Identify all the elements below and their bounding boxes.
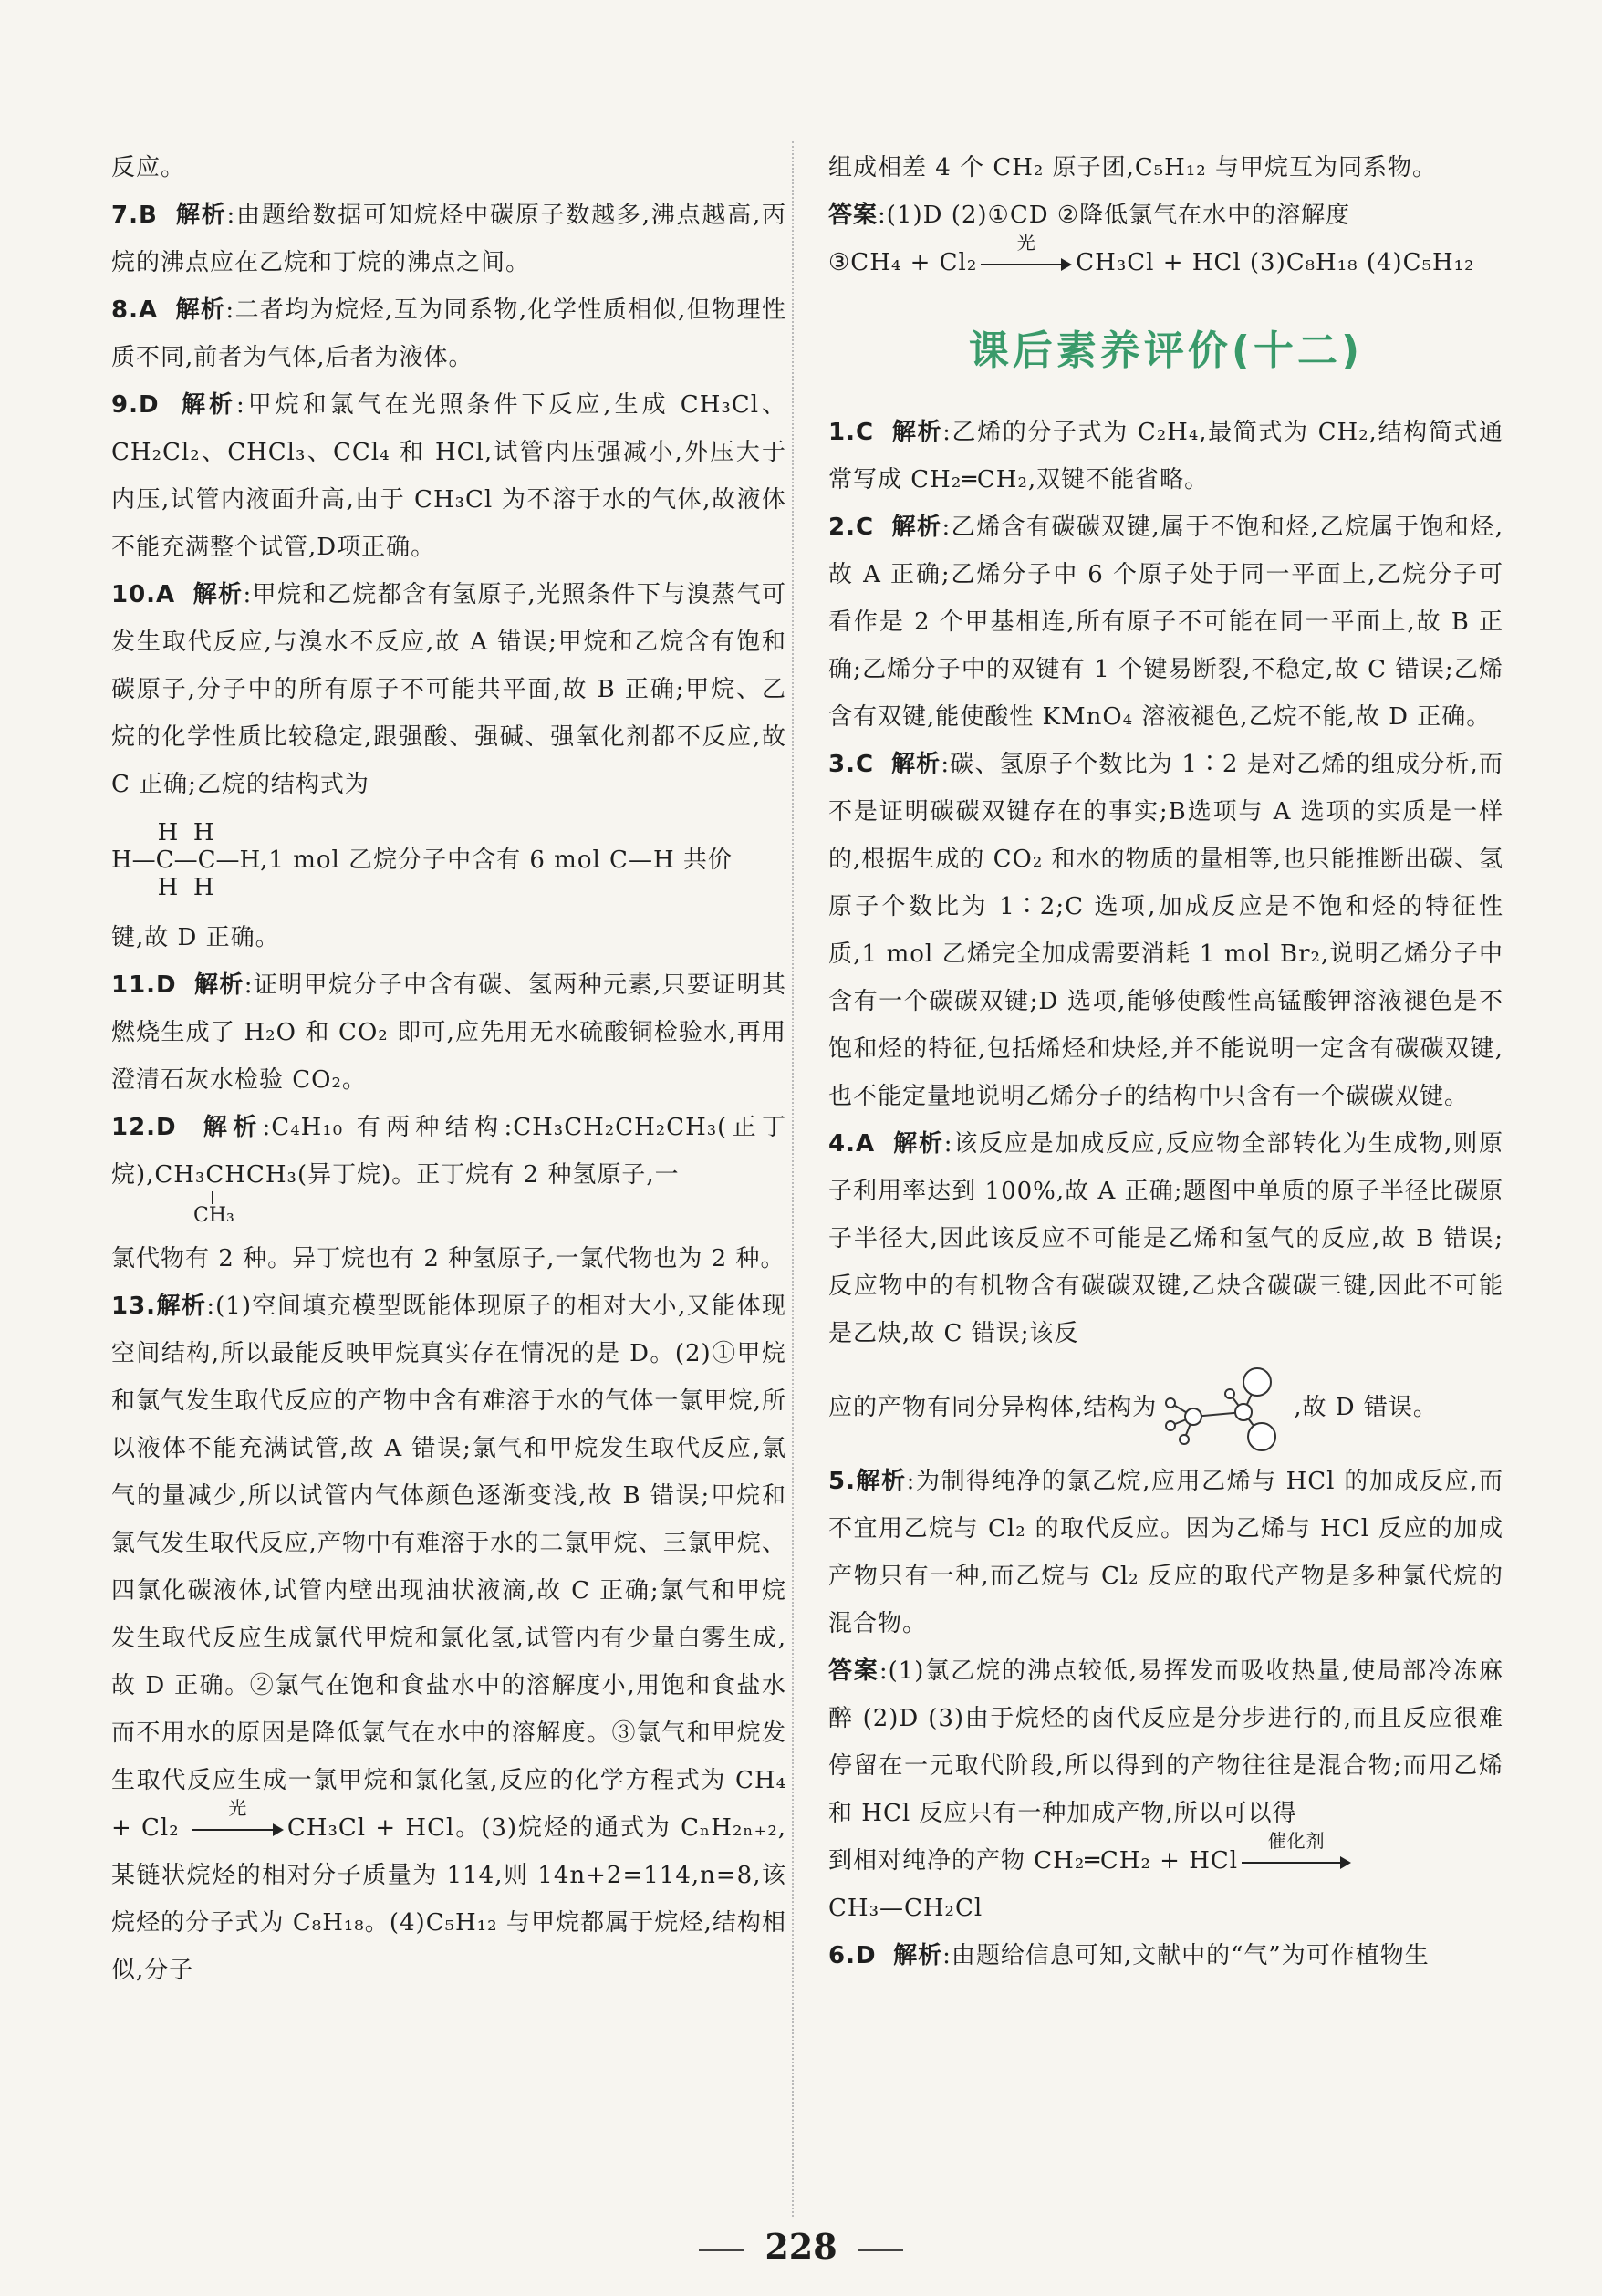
reaction-arrow bbox=[981, 232, 1072, 277]
analysis-text: :C₄H₁₀ 有两种结构:CH₃CH₂CH₂CH₃(正丁烷),CH₃CHCH₃(异丁烷)。正丁烷有 2 种氢原子,一 bbox=[111, 1114, 786, 1189]
q10-end-text: 键,故 D 正确。 bbox=[111, 924, 280, 951]
answer-text: :(1)氯乙烷的沸点较低,易挥发而吸收热量,使局部冷冻麻醉 (2)D (3)由于烷烃的卤代反应是分步进行的,而且反应很难停留在一元取代阶段,所以得到的产物往往是混合物;而用乙烯和 HCl 反应只有一种加成产物,所以可以得 bbox=[828, 1657, 1503, 1827]
analysis-text: :碳、氢原子个数比为 1∶2 是对乙烯的组成分析,而不是证明碳碳双键存在的事实;B选项与 A 选项的实质是一样的,根据生成的 CO₂ 和水的物质的量相等,也只能推断出碳、氢原子个数比为 1∶2;C 选项,加成反应是不饱和烃的特征性质,1 mol 乙烯完全加成需要消耗 1 mol Br₂,说明乙烯分子中含有一个碳碳双键;D 选项,能够使酸性高锰酸钾溶液褪色是不饱和烃的特征,包括烯烃和炔烃,并不能说明一定含有碳碳双键,也不能定量地说明乙烯分子的结构中只含有一个碳碳双键。 bbox=[828, 751, 1504, 1110]
analysis-text: :为制得纯净的氯乙烷,应用乙烯与 HCl 的加成反应,而不宜用乙烷与 Cl₂ 的取代反应。因为乙烯与 HCl 反应的加成产物只有一种,而乙烷与 Cl₂ 反应的取代产物是多种氯代烷的混合物。 bbox=[828, 1468, 1503, 1637]
analysis-label: 解析 bbox=[891, 514, 942, 541]
r4-post-text: ,故 D 错误。 bbox=[1294, 1394, 1438, 1421]
analysis-text: :甲烷和氯气在光照条件下反应,生成 CH₃Cl、CH₂Cl₂、CHCl₃、CCl₄ 和 HCl,试管内压强减小,外压大于内压,试管内液面升高,由于 CH₃Cl 为不溶于水的气体,故液体不能充满整个试管,D项正确。 bbox=[111, 391, 786, 561]
q13-end-text: HCl。(3)烷烃的通式为 CₙH₂ₙ₊₂,某链状烷烃的相对分子质量为 114,则 14n+2=114,n=8,该烷烃的分子式为 C₈H₁₈。(4)C₅H₁₂ 与甲烷都属于烷烃,结构相似,分子 bbox=[111, 1814, 787, 1984]
answer-line-2 bbox=[828, 232, 1503, 286]
r4-pre-text: 应的产物有同分异构体,结构为 bbox=[828, 1394, 1158, 1421]
intro-text: 反应。 bbox=[111, 154, 186, 182]
r5-answer bbox=[828, 1647, 1503, 1837]
struct-top: H H bbox=[157, 819, 214, 847]
item-number: 4.A bbox=[828, 1130, 876, 1158]
item-number: 7.B bbox=[111, 202, 158, 229]
analysis-label: 解析 bbox=[193, 971, 244, 999]
column-divider bbox=[792, 141, 794, 2217]
q12-end-text: 氯代物有 2 种。异丁烷也有 2 种氢原子,一氯代物也为 2 种。 bbox=[111, 1245, 785, 1273]
arrow-condition: 光 bbox=[1016, 232, 1036, 254]
footer-dash-left bbox=[699, 2249, 744, 2251]
page-footer bbox=[0, 2226, 1602, 2267]
item-number: 2.C bbox=[828, 514, 875, 541]
item-number: 8.A bbox=[111, 296, 159, 324]
equation-left: 到相对纯净的产物 CH₂═CH₂ + HCl bbox=[828, 1847, 1239, 1875]
ethane-structural-formula bbox=[111, 819, 260, 901]
answer-item-r2 bbox=[828, 504, 1503, 741]
ball-and-stick-model-icon bbox=[1157, 1362, 1294, 1453]
left-column bbox=[111, 144, 786, 1994]
analysis-label: 解析 bbox=[893, 1942, 943, 1969]
answer-item-8 bbox=[111, 286, 786, 381]
answer-item-13 bbox=[111, 1283, 786, 1994]
arrow-condition: 光 bbox=[228, 1797, 248, 1819]
footer-dash-right bbox=[858, 2249, 903, 2251]
answer-item-11 bbox=[111, 961, 786, 1104]
analysis-text: :乙烯含有碳碳双键,属于不饱和烃,乙烷属于饱和烃,故 A 正确;乙烯分子中 6 个原子处于同一平面上,乙烷分子可看作是 2 个甲基相连,所有原子不可能在同一平面上,故 B 正确;乙烯分子中的双键有 1 个键易断裂,不稳定,故 C 错误;乙烯含有双键,能使酸性 KMnO₄ 溶液褪色,乙烷不能,故 D 正确。 bbox=[828, 514, 1503, 731]
analysis-label: 解析 bbox=[890, 751, 941, 778]
equation-right: CH₃Cl + HCl (3)C₈H₁₈ (4)C₅H₁₂ bbox=[1076, 249, 1475, 276]
item-number: 13. bbox=[111, 1293, 157, 1320]
answer-item-7 bbox=[111, 192, 786, 286]
answer-item-r5 bbox=[828, 1458, 1503, 1647]
item-number: 3.C bbox=[828, 751, 875, 778]
analysis-label: 解析 bbox=[893, 1130, 944, 1158]
analysis-text: :二者均为烷烃,互为同系物,化学性质相似,但物理性质不同,前者为气体,后者为液体。 bbox=[111, 296, 786, 371]
answer-item-12 bbox=[111, 1104, 786, 1199]
equation-product: CH₃—CH₂Cl bbox=[828, 1895, 983, 1922]
analysis-text: :该反应是加成反应,反应物全部转化为生成物,则原子利用率达到 100%,故 A 正确;题图中单质的原子半径比碳原子半径大,因此该反应不可能是乙烯和氢气的反应,故 B 错误;反应物中的有机物含有碳碳双键,乙炔含碳碳三键,因此不可能是乙炔,故 C 错误;该反 bbox=[828, 1130, 1503, 1347]
answer-text: :(1)D (2)①CD ②降低氯气在水中的溶解度 bbox=[878, 202, 1351, 229]
answer-item-9 bbox=[111, 381, 786, 571]
equation-product: CH₃Cl + bbox=[286, 1814, 397, 1842]
analysis-label: 解析 bbox=[891, 419, 943, 446]
answer-item-r3 bbox=[828, 741, 1503, 1120]
item-number: 11.D bbox=[111, 971, 177, 999]
answer-label: 答案 bbox=[828, 202, 879, 229]
answer-item-10 bbox=[111, 571, 786, 808]
branch-label: CH₃ bbox=[193, 1204, 234, 1227]
analysis-label: 解析 bbox=[175, 296, 226, 324]
reaction-arrow bbox=[1242, 1830, 1351, 1875]
analysis-text: :由题给信息可知,文献中的“气”为可作植物生 bbox=[942, 1942, 1430, 1969]
item-number: 6.D bbox=[828, 1942, 877, 1969]
analysis-label: 解析 bbox=[182, 391, 236, 419]
answer-item-r1 bbox=[828, 409, 1503, 504]
analysis-text: :乙烯的分子式为 C₂H₄,最简式为 CH₂,结构简式通常写成 CH₂═CH₂,双键不能省略。 bbox=[828, 419, 1503, 493]
answer-label: 答案 bbox=[828, 1657, 879, 1685]
item-number: 9.D bbox=[111, 391, 160, 419]
equation-left: ③CH₄ + Cl₂ bbox=[828, 249, 978, 276]
analysis-label: 解析 bbox=[203, 1114, 263, 1141]
analysis-label: 解析 bbox=[156, 1293, 207, 1320]
analysis-text: :(1)空间填充模型既能体现原子的相对大小,又能体现空间结构,所以最能反映甲烷真实存在情况的是 D。(2)①甲烷和氯气发生取代反应的产物中含有难溶于水的气体一氯甲烷,所以液体不能充满试管,故 A 错误;氯气和甲烷发生取代反应,氯气的量减少,所以试管内气体颜色逐渐变浅,故 B 错误;甲烷和氯气发生取代反应,产物中有难溶于水的二氯甲烷、三氯甲烷、四氯化碳液体,试管内壁出现油状液滴,故 C 正确;氯气和甲烷发生取代反应生成氯代甲烷和氯化氢,试管内有少量白雾生成,故 D 正确。②氯气在饱和食盐水中的溶解度小,用饱和食盐水而不用水的原因是降低氯气在水中的溶解度。③氯气和甲烷发生取代反应生成一氯甲烷和氯化氢,反应的化学方程式为 CH₄ + Cl₂ bbox=[111, 1293, 786, 1842]
ethane-structure-row bbox=[111, 819, 786, 901]
struct-bottom: H H bbox=[157, 874, 214, 901]
analysis-label: 解析 bbox=[175, 202, 227, 229]
item-number: 12.D bbox=[111, 1114, 177, 1141]
item-number: 1.C bbox=[828, 419, 875, 446]
r4-structure-line bbox=[828, 1357, 1503, 1458]
ethane-after-text: ,1 mol 乙烷分子中含有 6 mol C—H 共价 bbox=[260, 847, 733, 874]
item-number: 5. bbox=[828, 1468, 856, 1495]
analysis-label: 解析 bbox=[855, 1468, 907, 1495]
answer-item-r6 bbox=[828, 1932, 1503, 1979]
analysis-label: 解析 bbox=[192, 581, 244, 608]
analysis-text: :由题给数据可知烷烃中碳原子数越多,沸点越高,丙烷的沸点应在乙烷和丁烷的沸点之间。 bbox=[111, 202, 787, 276]
answer-line-1 bbox=[828, 192, 1503, 239]
item-number: 10.A bbox=[111, 581, 176, 608]
analysis-text: :甲烷和乙烷都含有氢原子,光照条件下与溴蒸气可发生取代反应,与溴水不反应,故 A 错误;甲烷和乙烷含有饱和碳原子,分子中的所有原子不可能共平面,故 B 正确;甲烷、乙烷的化学性质比较稳定,跟强酸、强碱、强氧化剂都不反应,故 C 正确;乙烷的结构式为 bbox=[111, 581, 786, 798]
page-number: 228 bbox=[765, 2226, 837, 2267]
analysis-text: :证明甲烷分子中含有碳、氢两种元素,只要证明其燃烧生成了 H₂O 和 CO₂ 即可,应先用无水硫酸铜检验水,再用澄清石灰水检验 CO₂。 bbox=[111, 971, 787, 1094]
answer-item-r4 bbox=[828, 1120, 1503, 1357]
continued-text: 组成相差 4 个 CH₂ 原子团,C₅H₁₂ 与甲烷互为同系物。 bbox=[828, 154, 1437, 182]
section-title: 课后素养评价(十二) bbox=[968, 327, 1364, 374]
right-column bbox=[828, 144, 1503, 1979]
r5-equation bbox=[828, 1830, 1503, 1932]
arrow-condition: 催化剂 bbox=[1267, 1830, 1326, 1852]
reaction-arrow bbox=[192, 1797, 284, 1843]
struct-mid: H—C—C—H bbox=[111, 847, 261, 874]
